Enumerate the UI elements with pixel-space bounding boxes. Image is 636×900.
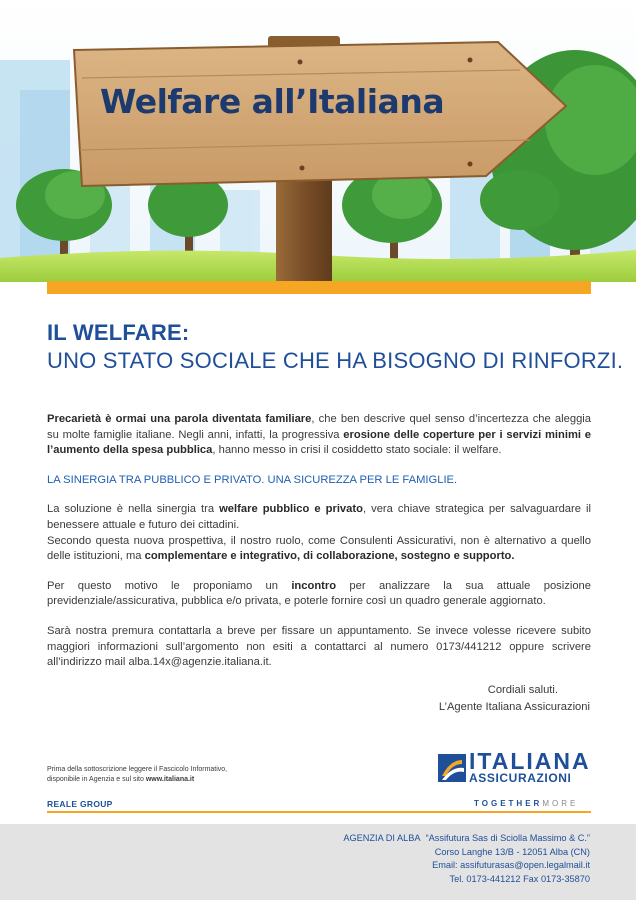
agency-name: “Assifutura Sas di Sciolla Massimo & C.” — [425, 833, 590, 843]
italiana-logo-icon — [438, 754, 466, 782]
hero-scene — [0, 0, 636, 282]
logo-sub: ASSICURAZIONI — [469, 771, 572, 785]
headline-subtitle: UNO STATO SOCIALE CHE HA BISOGNO DI RINFORZI. — [47, 348, 624, 373]
italiana-logo — [438, 748, 591, 786]
letter-body — [47, 412, 591, 685]
accent-bar — [47, 281, 591, 294]
signature-sender: L’Agente Italiana Assicurazioni — [438, 701, 590, 713]
hero-illustration — [0, 0, 636, 282]
headline-title: IL WELFARE: — [47, 320, 190, 345]
agency-info — [343, 832, 590, 886]
paragraph-soluzione: La soluzione è nella sinergia tra welfare pubblico e privato, vera chiave strategica per salvaguardare il benessere attuale e futuro dei cittadini. Secondo questa nuova prospettiva, il nostro ruolo, come Consulenti Assicurativi, non è alternativo a quello delle istituzioni, ma complementare e integrativo, di collaborazione, sostegno e supporto. — [47, 503, 591, 563]
signature-greeting: Cordiali saluti. — [487, 684, 558, 696]
agency-phone: Tel. 0173-441212 Fax 0173-35870 — [449, 873, 590, 884]
signature — [439, 682, 590, 716]
reale-group-label: REALE GROUP — [47, 799, 113, 809]
agency-email[interactable]: Email: assifuturasas@open.legalmail.it — [432, 860, 590, 870]
paragraph-sinergia-heading: LA SINERGIA TRA PUBBLICO E PRIVATO. UNA SICUREZZA PER LE FAMIGLIE. — [47, 473, 458, 486]
agency-address: Corso Langhe 13/B - 12051 Alba (CN) — [434, 846, 590, 857]
disclaimer: Prima della sottoscrizione leggere il Fascicolo Informativo, disponibile in Agenzia e sul sito www.italiana.it — [47, 766, 228, 783]
agency-label: AGENZIA DI ALBA — [343, 833, 421, 843]
paragraph-contatti: Sarà nostra premura contattarla a breve per fissare un appuntamento. Se invece volesse ricevere subito maggiori informazioni sull’argomento non esiti a contattarci al numero 0173/441212 oppure scrivere all’indirizzo mail alba.14x@agenzie.italiana.it. — [47, 624, 591, 669]
site-link[interactable]: www.italiana.it — [145, 776, 195, 783]
logo-name: ITALIANA — [469, 748, 591, 774]
paragraph-incontro: Per questo motivo le proponiamo un incontro per analizzare la sua attuale posizione previdenziale/assicurativa, pubblica e/o privata, e poterle fornire così un quadro generale aggiornato. — [47, 579, 591, 608]
footer-divider — [47, 811, 591, 813]
paragraph-precarieta: Precarietà è ormai una parola diventata familiare, che ben descrive quel senso d’incertezza che aleggia su molte famiglie italiane. Negli anni, infatti, la progressiva erosione delle coperture per i servizi minimi e l’aumento della spesa pubblica, hanno messo in crisi il cosiddetto stato sociale: il welfare. — [47, 413, 592, 457]
hero-title: Welfare all’Italiana — [100, 82, 445, 121]
together-more-tagline: TOGETHERMORE — [474, 799, 579, 808]
